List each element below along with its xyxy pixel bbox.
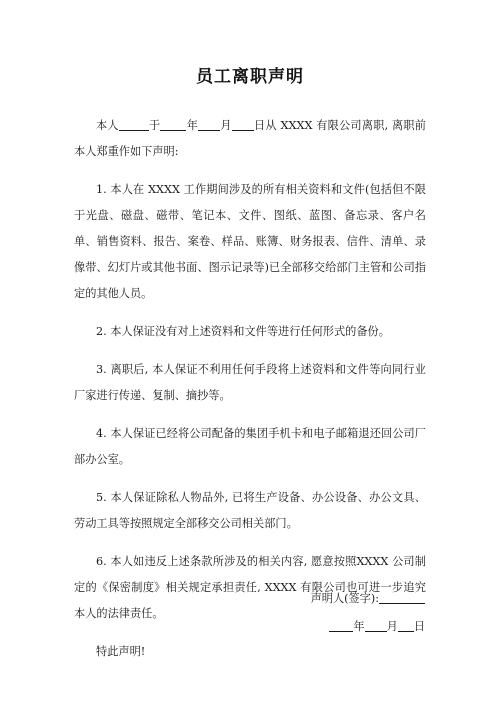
sign-day-blank	[398, 619, 414, 632]
sign-month-label: 月	[386, 620, 398, 633]
page-title: 员工离职声明	[196, 67, 304, 87]
signature-block	[311, 586, 425, 640]
name-blank	[119, 118, 149, 131]
sign-day-label: 日	[413, 620, 425, 633]
signature-label: 声明人(签字):	[310, 592, 379, 605]
signature-date	[311, 614, 425, 640]
intro-text-2: 于	[148, 119, 161, 132]
sign-year-blank	[329, 619, 353, 632]
statement-item-2: 2. 本人保证没有对上述资料和文件等进行任何形式的备份。	[96, 325, 390, 338]
intro-text-4: 月	[220, 119, 232, 132]
statement-item-3: 3. 离职后, 本人保证不利用任何手段将上述资料和文件等向同行业厂家进行传递、复制、摘抄等。	[74, 363, 426, 402]
statement-item-4: 4. 本人保证已经将公司配备的集团手机卡和电子邮箱退还回公司厂部办公室。	[74, 427, 426, 466]
statement-item-5: 5. 本人保证除私人物品外, 已将生产设备、办公设备、办公文具、劳动工具等按照规定全部移交公司相关部门。	[74, 491, 426, 530]
closing-text: 特此声明!	[96, 645, 146, 658]
intro-paragraph	[74, 113, 426, 165]
intro-text-5: 日从 XXXX 有限公司离职, 离职前本人郑重作如下声明:	[74, 119, 426, 158]
day-blank	[232, 118, 254, 131]
intro-text-1: 本人	[96, 119, 119, 132]
month-blank	[198, 118, 220, 131]
intro-text-3: 年	[186, 119, 199, 132]
year-blank	[160, 118, 186, 131]
sign-year-label: 年	[353, 620, 365, 633]
sign-month-blank	[365, 619, 387, 632]
signature-blank	[379, 591, 425, 604]
statement-item-1: 1. 本人在 XXXX 工作期间涉及的所有相关资料和文件(包括但不限于光盘、磁盘、磁带、笔记本、文件、图纸、蓝图、备忘录、客户名单、销售资料、报告、案卷、样品、账簿、财务报表、信件、清单、录像带、幻灯片或其他书面、图示记录等)已全部移交给部门主管和公司指定的其他人员。	[74, 183, 426, 300]
statement-item-6: 6. 本人如违反上述条款所涉及的相关内容, 愿意按照XXXX 公司制定的《保密制度》相关规定承担责任, XXXX 有限公司也可进一步追究本人的法律责任。	[74, 555, 426, 620]
signature-line	[311, 586, 425, 612]
